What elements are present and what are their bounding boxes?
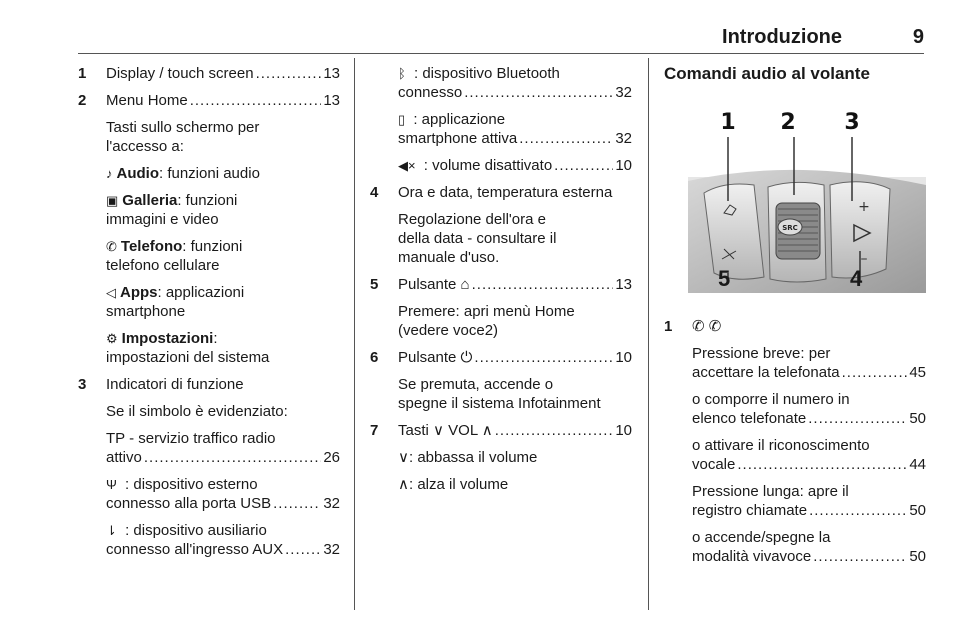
audio-entry: ♪ Audio: funzioni audio [106, 165, 260, 182]
galleria-entry: ▣ Galleria: funzioni immagini e video [106, 192, 238, 228]
page-ref: 13 [615, 276, 632, 293]
mute-entry: ◀× : volume disattivato ..... 10 [370, 156, 632, 175]
column-1 [78, 64, 340, 567]
regolazione-text: Regolazione dell'ora e della data - consultare il manuale d'uso. [398, 211, 557, 266]
vivavoce-entry: o accende/spegne la modalità vivavoce ..... 50 [664, 528, 926, 566]
bluetooth-icon: ᛒ [398, 66, 406, 81]
bluetooth-entry: ᛒ : dispositivo Bluetooth connesso ..... 32 [370, 64, 632, 102]
alza-text: ∧: alza il volume [398, 476, 509, 493]
smartphone-icon: ▯ [398, 112, 406, 127]
aux-entry: ⇂ : dispositivo ausiliario connesso all'ingresso AUX ..... 32 [78, 521, 340, 559]
apps-icon: ◁ [106, 285, 116, 300]
page-number: 9 [912, 26, 924, 48]
callout-2: 2 [780, 110, 796, 135]
list-item-1: 1 Display / touch screen ..... 13 [78, 64, 340, 83]
list-item-3: 3 Indicatori di funzione [78, 376, 244, 393]
column-2 [370, 64, 632, 502]
callout-4: 4 [850, 266, 863, 291]
page-ref: 26 [323, 449, 340, 466]
page-ref: 10 [615, 349, 632, 366]
page-ref: 50 [909, 548, 926, 565]
list-item-4: 4 Ora e data, temperatura esterna [370, 184, 613, 201]
page-ref: 50 [909, 502, 926, 519]
callout-3: 3 [844, 110, 860, 135]
breve-entry: Pressione breve: per accettare la telefonata ..... 45 [664, 344, 926, 382]
page-title: Introduzione [722, 26, 842, 48]
steering-wheel-diagram [664, 97, 926, 293]
minus-icon: – [860, 251, 868, 267]
callout-1: 1 [720, 110, 736, 135]
gear-icon: ⚙ [106, 331, 118, 346]
page-ref: 13 [323, 92, 340, 109]
list-item-7: 7 Tasti ∨ VOL ∧ ..... 10 [370, 421, 632, 440]
page-ref: 44 [909, 456, 926, 473]
page-ref: 45 [909, 364, 926, 381]
callout-5: 5 [718, 266, 731, 291]
page-ref: 10 [615, 157, 632, 174]
header-divider [78, 53, 924, 54]
premere-text: Premere: apri menù Home (vedere voce2) [398, 303, 575, 339]
apps-entry: ◁ Apps: applicazioni smartphone [106, 284, 245, 320]
lunga-entry: Pressione lunga: apre il registro chiamate ..... 50 [664, 482, 926, 520]
impostazioni-entry: ⚙ Impostazioni: impostazioni del sistema [106, 330, 270, 366]
home-button-label: Pulsante ⌂ [398, 276, 470, 293]
usb-entry: Ψ : dispositivo esterno connesso alla porta USB ..... 32 [78, 475, 340, 513]
tasti-text: Tasti sullo schermo per l'accesso a: [106, 119, 260, 155]
comporre-entry: o comporre il numero in elenco telefonate ..... 50 [664, 390, 926, 428]
phone-voice-icon: ✆ ✆ [692, 318, 722, 335]
app-entry: ▯ : applicazione smartphone attiva ..... 32 [370, 110, 632, 148]
tp-entry: TP - servizio traffico radio attivo ..... 26 [78, 429, 340, 467]
usb-icon: Ψ [106, 477, 117, 492]
simbolo-text: Se il simbolo è evidenziato: [106, 403, 288, 420]
music-note-icon: ♪ [106, 166, 113, 181]
page-ref: 50 [909, 410, 926, 427]
gallery-icon: ▣ [106, 193, 119, 208]
list-item-2: 2 Menu Home ..... 13 [78, 91, 340, 110]
page-ref: 32 [615, 84, 632, 101]
list-item-6: 6 Pulsante ⏻ ..... 10 [370, 348, 632, 367]
volume-keys-label: Tasti ∨ VOL ∧ [398, 422, 493, 439]
page-header [78, 26, 924, 50]
attivare-entry: o attivare il riconoscimento vocale ..... 44 [664, 436, 926, 474]
plus-icon: + [858, 199, 870, 215]
page-ref: 32 [615, 130, 632, 147]
column-3 [664, 64, 926, 574]
premuta-text: Se premuta, accende o spegne il sistema Infotainment [398, 376, 601, 412]
telefono-entry: ✆ Telefono: funzioni telefono cellulare [106, 238, 243, 274]
phone-icon: ✆ [106, 239, 117, 254]
page-ref: 32 [323, 495, 340, 512]
list-item-5: 5 Pulsante ⌂ ..... 13 [370, 275, 632, 294]
power-button-label: Pulsante ⏻ [398, 349, 473, 366]
column-divider-1 [354, 58, 355, 610]
list-item-1-wheel: 1 ✆ ✆ [664, 317, 926, 336]
page-ref: 32 [323, 541, 340, 558]
page-ref: 10 [615, 422, 632, 439]
mute-icon: ◀× [398, 158, 416, 173]
aux-icon: ⇂ [106, 523, 117, 538]
steering-wheel-illustration [664, 97, 926, 293]
section-title: Comandi audio al volante [664, 64, 870, 83]
abbassa-text: ∨: abbassa il volume [398, 449, 538, 466]
page-ref: 13 [323, 65, 340, 82]
column-divider-2 [648, 58, 649, 610]
src-label: SRC [782, 224, 798, 232]
